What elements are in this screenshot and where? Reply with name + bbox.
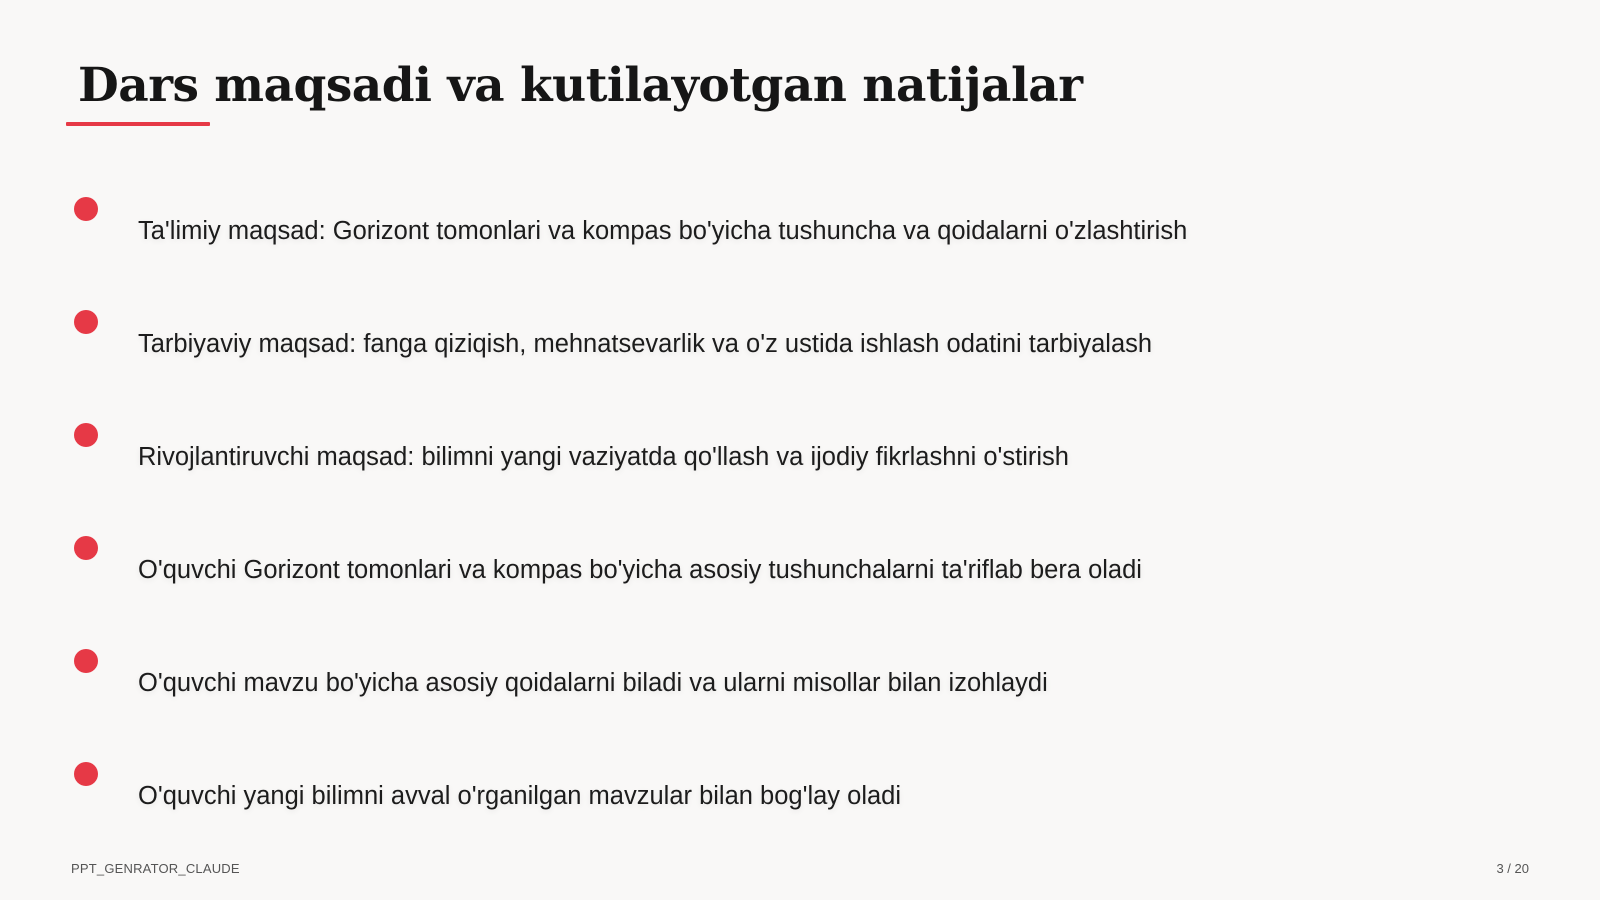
bullet-dot-icon <box>74 762 98 786</box>
list-item <box>0 423 1600 483</box>
bullet-text: Tarbiyaviy maqsad: fanga qiziqish, mehnatsevarlik va o'z ustida ishlash odatini tarbiyalash <box>138 330 1153 358</box>
list-item <box>0 536 1600 596</box>
bullet-text: Rivojlantiruvchi maqsad: bilimni yangi vaziyatda qo'llash va ijodiy fikrlashni o'stirish <box>138 443 1069 471</box>
bullet-dot-icon <box>74 536 98 560</box>
bullet-text: O'quvchi mavzu bo'yicha asosiy qoidalarni biladi va ularni misollar bilan izohlaydi <box>138 669 1048 697</box>
list-item <box>0 649 1600 709</box>
page-indicator: 3 / 20 <box>1496 861 1529 876</box>
bullet-text: O'quvchi yangi bilimni avval o'rganilgan mavzular bilan bog'lay oladi <box>138 782 902 810</box>
bullet-dot-icon <box>74 197 98 221</box>
bullet-text: Ta'limiy maqsad: Gorizont tomonlari va kompas bo'yicha tushuncha va qoidalarni o'zlashtirish <box>138 217 1188 245</box>
slide-title: Dars maqsadi va kutilayotgan natijalar <box>78 58 1083 113</box>
bullet-text: O'quvchi Gorizont tomonlari va kompas bo'yicha asosiy tushunchalarni ta'riflab bera oladi <box>138 556 1142 584</box>
bullet-dot-icon <box>74 423 98 447</box>
list-item <box>0 310 1600 370</box>
footer-generator-label: PPT_GENRATOR_CLAUDE <box>71 861 240 876</box>
list-item <box>0 197 1600 257</box>
bullet-dot-icon <box>74 310 98 334</box>
list-item <box>0 762 1600 822</box>
bullet-dot-icon <box>74 649 98 673</box>
